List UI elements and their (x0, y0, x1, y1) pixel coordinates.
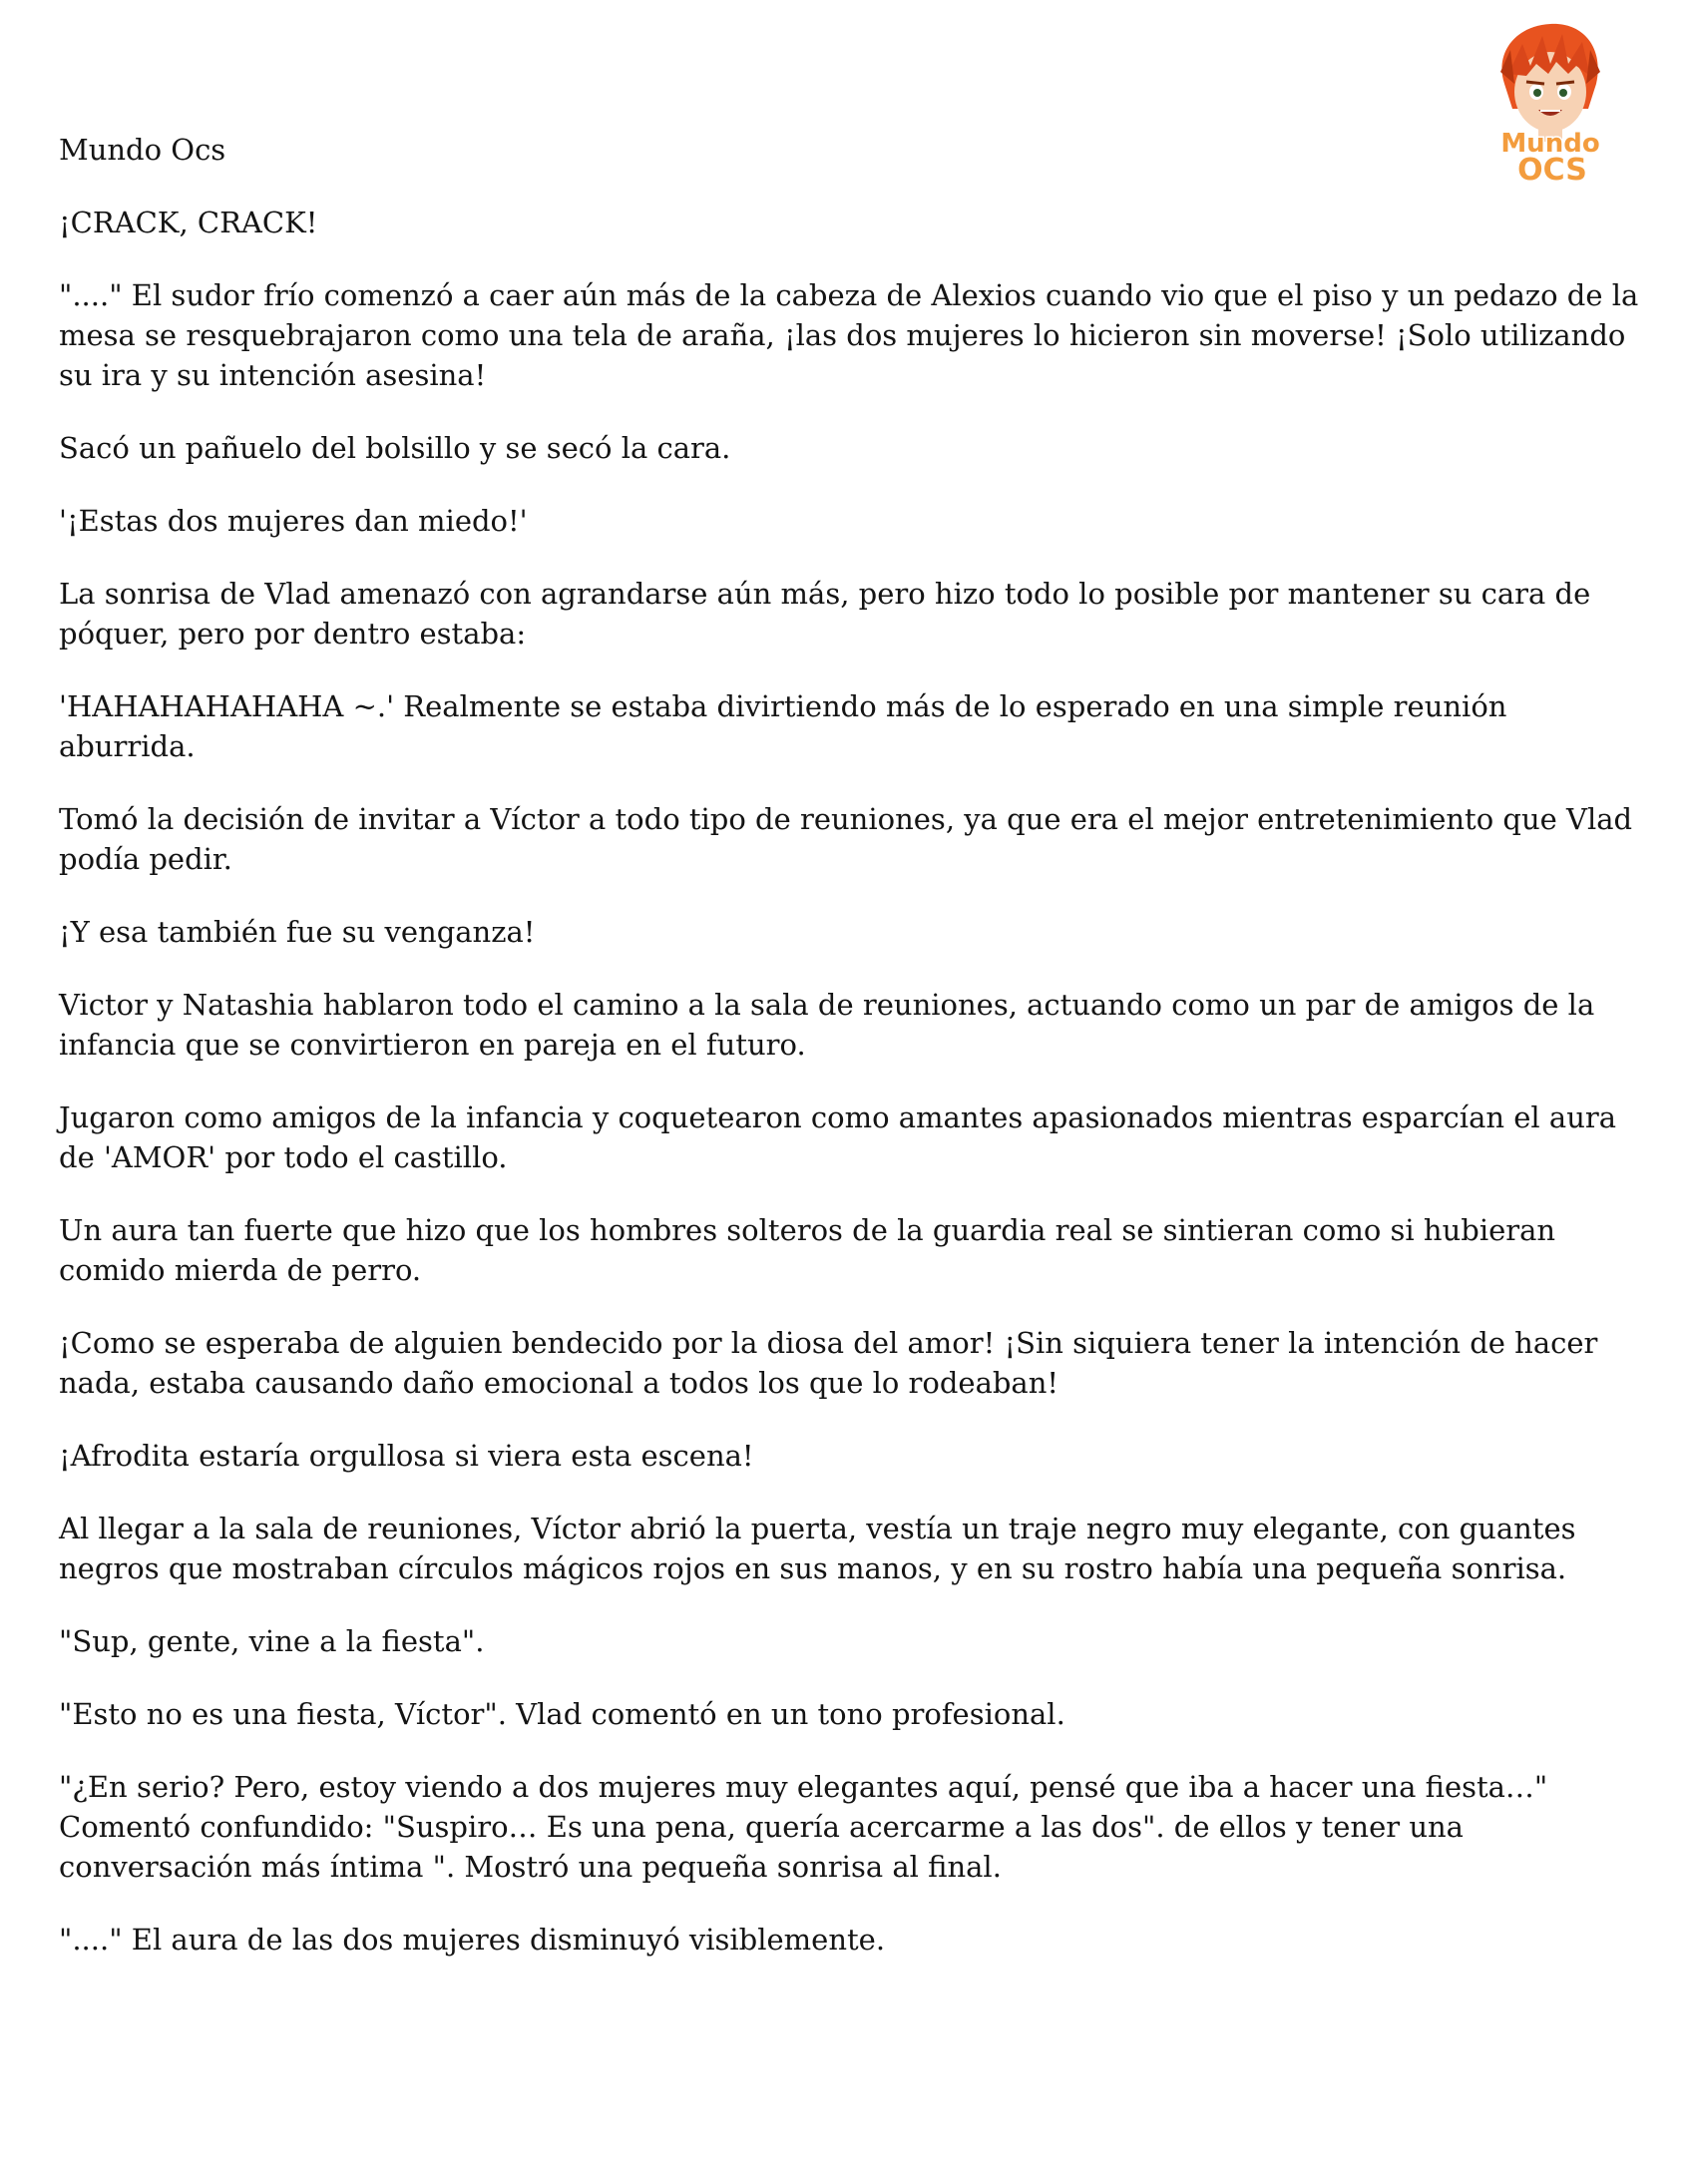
paragraph: ¡Afrodita estaría orgullosa si viera esta escena! (59, 1439, 754, 1473)
paragraph: Sacó un pañuelo del bolsillo y se secó la cara. (59, 431, 731, 465)
paragraph: '¡Estas dos mujeres dan miedo!' (59, 504, 528, 538)
paragraph: "Esto no es una fiesta, Víctor". Vlad comentó en un tono profesional. (59, 1697, 1065, 1731)
document-body (59, 130, 1640, 1992)
paragraph: "...." El aura de las dos mujeres disminuyó visiblemente. (59, 1923, 886, 1957)
paragraph: Tomó la decisión de invitar a Víctor a todo tipo de reuniones, ya que era el mejor entretenimiento que Vlad podía pedir. (59, 802, 1633, 876)
paragraph: La sonrisa de Vlad amenazó con agrandarse aún más, pero hizo todo lo posible por mantener su cara de póquer, pero por dentro estaba: (59, 577, 1591, 651)
paragraph: Un aura tan fuerte que hizo que los hombres solteros de la guardia real se sintieran como si hubieran comido mierda de perro. (59, 1213, 1556, 1287)
paragraph: "Sup, gente, vine a la fiesta". (59, 1624, 485, 1658)
paragraph: "...." El sudor frío comenzó a caer aún más de la cabeza de Alexios cuando vio que el piso y un pedazo de la mesa se resquebrajaron como una tela de araña, ¡las dos mujeres lo hicieron sin moverse! ¡Solo utilizando su ira y su intención asesina! (59, 278, 1639, 392)
paragraph: 'HAHAHAHAHAHA ~.' Realmente se estaba divirtiendo más de lo esperado en una simple reunión aburrida. (59, 689, 1507, 763)
paragraph: Victor y Natashia hablaron todo el camino a la sala de reuniones, actuando como un par de amigos de la infancia que se convirtieron en pareja en el futuro. (59, 988, 1595, 1062)
paragraph: Jugaron como amigos de la infancia y coquetearon como amantes apasionados mientras esparcían el aura de 'AMOR' por todo el castillo. (59, 1100, 1617, 1174)
paragraph: "¿En serio? Pero, estoy viendo a dos mujeres muy elegantes aquí, pensé que iba a hacer una fiesta…" Comentó confundido: "Suspiro… Es una pena, quería acercarme a las dos". de ellos y tener una conversación más íntima ". Mostró una pequeña sonrisa al final. (59, 1770, 1548, 1884)
paragraph: ¡CRACK, CRACK! (59, 206, 318, 239)
logo-text-line1: Mundo (1500, 129, 1600, 159)
paragraph: ¡Y esa también fue su venganza! (59, 915, 536, 949)
paragraph: ¡Como se esperaba de alguien bendecido por la diosa del amor! ¡Sin siquiera tener la intención de hacer nada, estaba causando daño emocional a todos los que lo rodeaban! (59, 1326, 1598, 1400)
paragraph: Mundo Ocs (59, 133, 226, 167)
logo-text-line2: OCS (1517, 153, 1587, 186)
paragraph: Al llegar a la sala de reuniones, Víctor abrió la puerta, vestía un traje negro muy elegante, con guantes negros que mostraban círculos mágicos rojos en sus manos, y en su rostro había una pequeña sonrisa. (59, 1512, 1576, 1585)
